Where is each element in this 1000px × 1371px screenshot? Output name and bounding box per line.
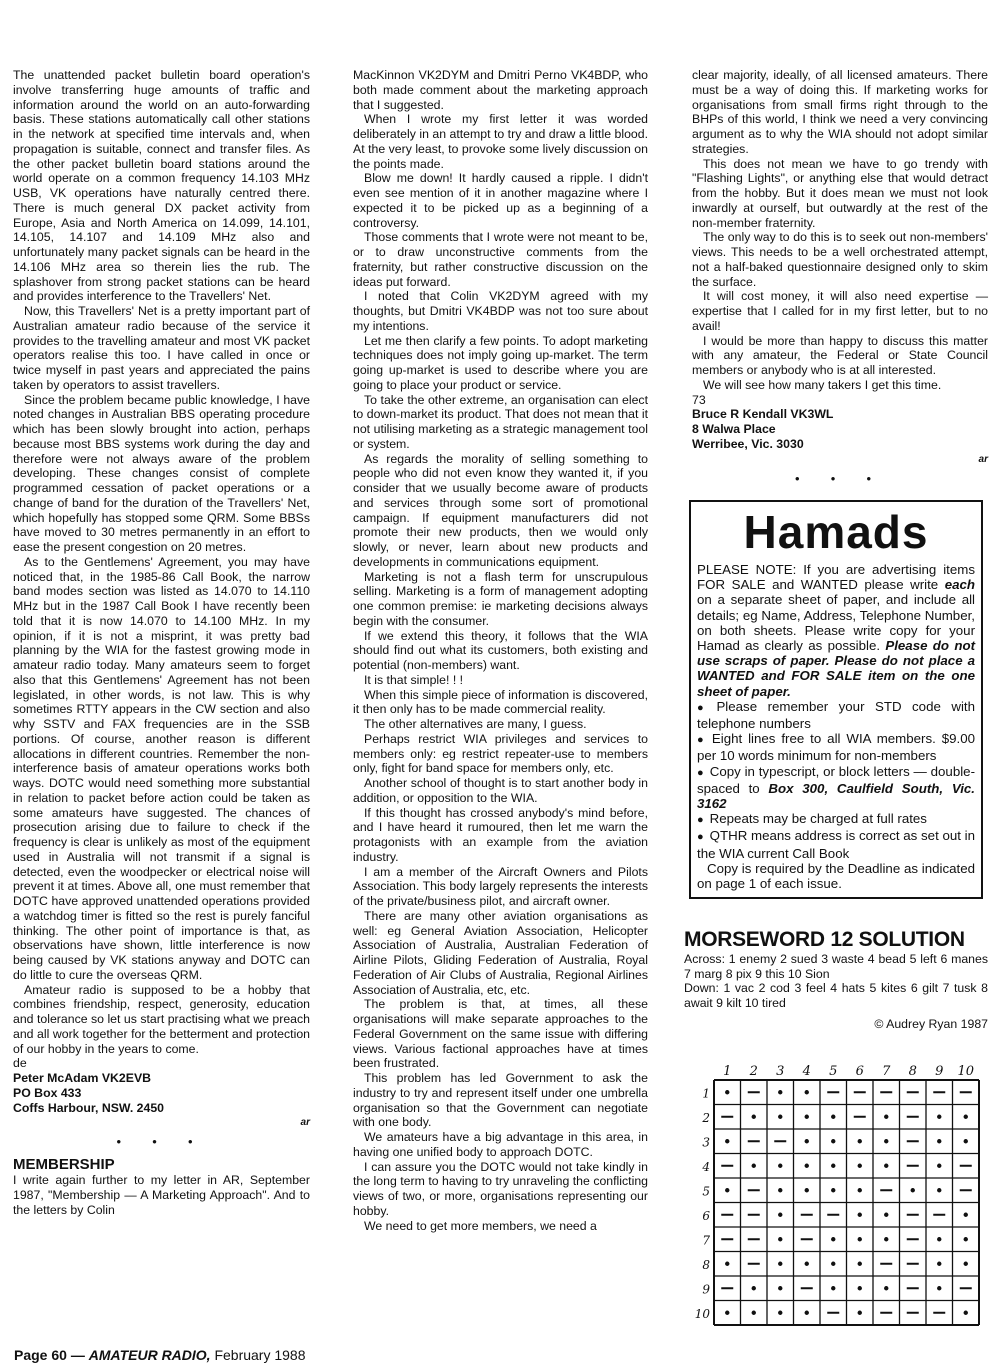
hamads-bullet: ● QTHR means address is correct as set out in the WIA current Call Book <box>697 828 975 860</box>
morse-dot <box>937 1188 941 1192</box>
paragraph: The other alternatives are many, I guess. <box>364 717 587 731</box>
paragraph: Those comments that I wrote were not meant to be, or to draw unconstructive comments from the fraternity, but rather constructive discussion on the ideas put forward. <box>353 230 648 289</box>
morseword-credit: © Audrey Ryan 1987 <box>874 1016 988 1031</box>
morse-dot <box>831 1115 835 1119</box>
signature-name: Peter McAdam VK2EVB <box>13 1071 152 1085</box>
morse-dot <box>778 1311 782 1315</box>
paragraph: clear majority, ideally, of all licensed amateurs. There must be a way of doing this. If marketing works for organisations from small firms right through to the BHPs of this world, I think we need a very convincing argument as to why the WIA should not adopt similar strategies. <box>692 68 988 156</box>
morse-dot <box>805 1262 809 1266</box>
membership-heading: MEMBERSHIP <box>13 1156 115 1173</box>
separator-dots: • • • <box>116 1135 207 1150</box>
paragraph: Amateur radio is supposed to be a hobby that combines friendship, respect, generosity, education and tolerance so let us start practising what we preach and all work together for the betterment and protection of our hobby in the years to come. <box>13 982 310 1056</box>
grid-row-label: 2 <box>702 1110 710 1125</box>
morse-dot <box>964 1262 968 1266</box>
paragraph: This problem has led Government to ask the industry to try and represent itself under one umbrella organisation so that the Government can negotiate with one body. <box>353 1071 648 1130</box>
paragraph: We will see how many takers I get this time. <box>703 377 942 392</box>
column-3 <box>692 68 988 492</box>
grid-row-label: 5 <box>702 1184 710 1199</box>
grid-row-label: 8 <box>702 1257 710 1272</box>
morse-dot <box>805 1139 809 1143</box>
grid-row-label: 7 <box>702 1233 710 1248</box>
grid-column-label: 2 <box>749 1064 758 1079</box>
signature-address-1: 8 Walwa Place <box>692 422 776 436</box>
paragraph: There are many other aviation organisations as well: eg General Aviation Association, Helicopter Association of Australia, Australian Federation of Airline Pilots, Gliding Federation of Australia, Royal Federation of Air Clubs of Australia, Regional Airlines Association of Australia, etc, etc. <box>353 908 648 997</box>
morse-dot <box>858 1213 862 1217</box>
grid-row-labels <box>695 1086 711 1321</box>
morse-dot <box>964 1139 968 1143</box>
morse-dot <box>725 1188 729 1192</box>
morse-dot <box>884 1237 888 1241</box>
grid-column-label: 10 <box>957 1064 975 1079</box>
paragraph: When I wrote my first letter it was worded deliberately in an attempt to try and draw a little blood. At the very least, to provoke some lively discussion on the points made. <box>353 112 648 171</box>
morse-dot <box>831 1139 835 1143</box>
end-mark: ar <box>300 1117 310 1129</box>
morse-dot <box>805 1115 809 1119</box>
morse-dot <box>964 1213 968 1217</box>
paragraph: Since the problem became public knowledge, I have noted changes in Australian BBS operating procedure which has been slowly brought into action, perhaps because most BBS systems work during the day and therefore were not always aware of the problem developing. These changes consist of complete programmed cessation of packet operations or a change of band for the duration of the Travellers' Net, which hopefully has stopped some QRM. Some BBSs have moved to 30 metres permanently in an effort to ease the present congestion on 20 metres. <box>13 392 310 554</box>
morse-dot <box>937 1115 941 1119</box>
morse-dot <box>858 1237 862 1241</box>
hamads-box <box>689 500 983 899</box>
morse-dot <box>884 1164 888 1168</box>
morse-dot <box>937 1286 941 1290</box>
issue-date: February 1988 <box>210 1347 306 1363</box>
signature-address-2: Werribee, Vic. 3030 <box>692 436 804 451</box>
letter-closing: de <box>13 1056 27 1071</box>
paragraph: I would be more than happy to discuss this matter with any amateur, the Federal or State Council members or anybody who is at all interested. <box>692 333 988 377</box>
signature-address-2: Coffs Harbour, NSW. 2450 <box>13 1100 165 1115</box>
page-number: Page 60 <box>14 1347 67 1363</box>
morse-dot <box>858 1188 862 1192</box>
morse-dot <box>858 1139 862 1143</box>
paragraph: This does not mean we have to go trendy with "Flashing Lights", or anything else that would detract from the hobby. But it does mean we must not look inwardly at ourself, but outwardly at the rest of the non-member fraternity. <box>692 156 988 230</box>
morse-dot <box>831 1262 835 1266</box>
morse-dot <box>831 1286 835 1290</box>
morse-dot <box>964 1115 968 1119</box>
grid-column-label: 4 <box>802 1064 811 1079</box>
grid-column-label: 6 <box>855 1064 864 1079</box>
grid-column-label: 7 <box>882 1064 891 1079</box>
paragraph: MacKinnon VK2DYM and Dmitri Perno VK4BDP, who both made comment about the marketing approach that I suggested. <box>353 68 648 112</box>
morse-dot <box>725 1090 729 1094</box>
paragraph: It is that simple! ! ! <box>364 672 464 687</box>
column-2 <box>353 68 648 1233</box>
morse-dot <box>805 1090 809 1094</box>
morse-dot <box>778 1188 782 1192</box>
morse-dot <box>884 1115 888 1119</box>
paragraph: As regards the morality of selling something to people who did not even know they wanted it, if you consider that we usually become aware of products and services through some sort of promotional campaign. If equipment manufacturers did not promote their new products, then we would only slowly, or never, learn about new products and developments in communications equipment. <box>353 451 648 569</box>
paragraph: When this simple piece of information is discovered, it then only has to be made commercial reality. <box>353 687 648 717</box>
paragraph: I write again further to my letter in AR, September 1987, "Membership — A Marketing Approach". And to the letters by Colin <box>13 1173 310 1217</box>
paragraph: The unattended packet bulletin board operation's involve transferring huge amounts of traffic and information around the world on an auto-forwarding basis. These stations automatically call other stations in the network at specified time intervals and, when propagation is suitable, connect and transfer files. As the other packet bulletin board stations around the world operate on a common frequency 14.103 MHz USB, VK operations have naturally centred there. There is much general DX packet activity from Europe, Asia and North America on 14.099, 14.101, 14.105, 14.107 and 14.109 MHz also and unfortunately many packet signals can be heard in the 14.106 MHz area so therein lies the rub. The splashover from strong packet stations can be heard and provides interference to the Travellers' Net. <box>13 68 310 304</box>
paragraph: Perhaps restrict WIA privileges and services to members only: eg restrict repeater-use to members only, fight for band space for members only, etc. <box>353 731 648 776</box>
letter-closing: 73 <box>692 392 706 407</box>
paragraph: To take the other extreme, an organisation can elect to down-market its product. That does not mean that it not utilising marketing as a strategic management tool or system. <box>353 392 648 451</box>
morse-dot <box>858 1164 862 1168</box>
grid-row-label: 1 <box>702 1086 710 1101</box>
morse-dot <box>752 1311 756 1315</box>
morse-dot <box>858 1286 862 1290</box>
morse-dot <box>752 1164 756 1168</box>
hamads-title: Hamads <box>743 506 929 558</box>
grid-row-label: 9 <box>702 1282 710 1297</box>
grid-column-label: 9 <box>935 1064 944 1079</box>
morse-dot <box>831 1237 835 1241</box>
morse-dot <box>884 1139 888 1143</box>
morse-dot <box>778 1164 782 1168</box>
morse-dot <box>937 1164 941 1168</box>
paragraph: We amateurs have a big advantage in this area, in having one unified body to approach DOTC. <box>353 1130 648 1159</box>
morse-dot <box>778 1286 782 1290</box>
grid-row-label: 4 <box>702 1159 710 1174</box>
morseword-title: MORSEWORD 12 SOLUTION <box>684 928 965 951</box>
paragraph: I can assure you the DOTC would not take kindly in the long term to having to try unraveling the conflicting views of two, or more, organisations representing our hobby. <box>353 1159 648 1218</box>
paragraph: If we extend this theory, it follows that the WIA should find out what its customers, both existing and potential (non-members) want. <box>353 628 648 672</box>
morse-dot <box>778 1090 782 1094</box>
page-footer <box>14 1347 306 1363</box>
morse-dot <box>752 1286 756 1290</box>
paragraph: We need to get more members, we need a <box>364 1218 597 1233</box>
signature-address-1: PO Box 433 <box>13 1085 82 1100</box>
morse-dot <box>778 1262 782 1266</box>
morse-dot <box>778 1237 782 1241</box>
grid-column-label: 5 <box>829 1064 838 1079</box>
hamads-bullet: ● Please remember your STD code with telephone numbers <box>697 699 975 731</box>
grid-row-label: 10 <box>694 1306 710 1321</box>
hamads-bullet: ● Eight lines free to all WIA members. $9.00 per 10 words minimum for non-members <box>697 731 975 763</box>
hamads-note <box>697 562 975 699</box>
grid-column-label: 1 <box>723 1064 732 1079</box>
morseword-down: Down: 1 vac 2 cod 3 feel 4 hats 5 kites 6 gilt 7 tusk 8 await 9 kilt 10 tired <box>684 981 988 1011</box>
morse-dot <box>778 1115 782 1119</box>
morse-dot <box>752 1115 756 1119</box>
note-emphasis: each <box>944 577 975 593</box>
paragraph: The problem is that, at times, all these organisations will make separate approaches to the Federal Government on the same issue with differing views. Various factional approaches have at times been frustrated. <box>353 997 648 1071</box>
paragraph: I noted that Colin VK2DYM agreed with my thoughts, but Dmitri VK4BDP was not too sure about my intentions. <box>353 289 648 333</box>
paragraph: Another school of thought is to start another body in addition, or opposition to the WIA. <box>353 776 648 805</box>
morse-dot <box>858 1311 862 1315</box>
morseword-across: Across: 1 enemy 2 sued 3 waste 4 bead 5 left 6 manes 7 marg 8 pix 9 this 10 Sion <box>684 952 988 981</box>
end-mark: ar <box>978 453 988 465</box>
hamads-bullet <box>697 764 975 812</box>
hamads-bullet: ● Repeats may be charged at full rates <box>697 811 975 828</box>
signature-name: Bruce R Kendall VK3WL <box>692 407 834 422</box>
paragraph: If this thought has crossed anybody's mind before, and I have heard it rumoured, then let me warn the protagonists with an example from the aviation industry. <box>353 805 648 864</box>
morse-dot <box>964 1237 968 1241</box>
morse-dot <box>831 1188 835 1192</box>
grid-row-label: 3 <box>702 1135 710 1150</box>
morseword-grid <box>694 1062 984 1328</box>
note-text: on a separate sheet of paper, and include all details; eg Name, Address, Telephone Number, on both sheets. Please write copy for your Hamad as clearly as possible. <box>697 592 975 654</box>
paragraph: As to the Gentlemens' Agreement, you may have noticed that, in the 1985-86 Call Book, the narrow band modes section was listed as 14.070 to 14.110 MHz but in the 1987 Call Book I have recently been told that it is now 14.070 to 14.100 MHz. In my opinion, if it is not a misprint, it was pretty bad planning by the WIA for the fastest growing mode in amateur radio today. Many amateurs seem to forget also that this Gentlemens' Agreement has not been legislated, in other words, is not law. This is why sometimes RTTY appears in the CW section and also why SSTV and FAX frequencies are in the SSB portions. Of course, another reason is different allocations in different countries. Remember the non-interference basis of amateur operations works both ways. DOTC would need something more substantial in relation to packet before action could be taken as some amateurs have suggested. The chances of prosecution arising due to failure to check if the frequency is clear is unlikely as most of the equipment used in Australia will not transmit if a signal is detected, even the woodpecker or electrical noise will prevent it at times. Above all, one must remember that DOTC have approved unattended operations provided a watchdog timer is fitted so the rest is purely fanciful thinking. The other point of importance is that, as observations have shown, little interference is now being caused by VK stations anyway and DOTC can do little to cure the overseas QRM. <box>13 554 310 982</box>
grid-column-label: 8 <box>908 1064 917 1079</box>
publication-name: AMATEUR RADIO, <box>88 1347 211 1363</box>
morse-dot <box>911 1188 915 1192</box>
morse-dot <box>937 1262 941 1266</box>
paragraph: It will cost money, it will also need expertise — expertise that I called for in my first letter, but to no avail! <box>692 289 988 333</box>
morse-dot <box>805 1164 809 1168</box>
paragraph: Now, this Travellers' Net is a pretty important part of Australian amateur radio because of the service it provides to the travelling amateur and most VK packet operators realise this too. I have called in once or twice myself in past years and appreciated the pains taken by operators to assist travellers. <box>13 304 310 392</box>
morse-dot <box>937 1139 941 1143</box>
footer-dash: — <box>66 1347 89 1363</box>
letter-signature <box>13 1071 310 1115</box>
morse-dot <box>725 1139 729 1143</box>
paragraph: Blow me down! It hardly caused a ripple. I didn't even see mention of it in another magazine where I expected it to be picked up as a beginning of a controversy. <box>353 171 648 230</box>
column-1 <box>13 68 310 1217</box>
bullet-emphasis: Box 300, Caulfield South, Vic. 3162 <box>697 780 975 812</box>
morse-dot <box>725 1311 729 1315</box>
letter-signature <box>692 407 988 451</box>
paragraph: I am a member of the Aircraft Owners and Pilots Association. This body largely represents the interests of the private/business pilot, and aircraft owner. <box>353 864 648 908</box>
morse-dot <box>831 1164 835 1168</box>
hamads-deadline: Copy is required by the Deadline as indicated on page 1 of each issue. <box>697 860 975 892</box>
morseword-section <box>684 928 988 1032</box>
paragraph: Let me then clarify a few points. To adopt marketing techniques does not imply going up-market. The term going up-market is used to describe where you are going to place your product or service. <box>353 333 648 392</box>
morse-dot <box>858 1262 862 1266</box>
morse-dot <box>937 1237 941 1241</box>
grid-column-label: 3 <box>776 1064 785 1079</box>
bullet-text: Copy in typescript, or block letters — double-spaced to <box>697 763 975 796</box>
note-emphasis: Please do not use scraps of paper. Please do not place a WANTED and FOR SALE item on the one sheet of paper. <box>697 638 975 699</box>
paragraph: The only way to do this is to seek out non-members' views. This needs to be a well orchestrated attempt, not a half-baked questionnaire designed only to skim the surface. <box>692 230 988 289</box>
morse-dot <box>778 1213 782 1217</box>
grid-column-labels <box>723 1064 974 1079</box>
morse-dot <box>725 1262 729 1266</box>
morse-dot <box>884 1213 888 1217</box>
morse-dot <box>964 1311 968 1315</box>
morse-dot <box>884 1286 888 1290</box>
note-text: PLEASE NOTE: If you are advertising items FOR SALE and WANTED please write <box>697 562 975 593</box>
grid-row-label: 6 <box>702 1208 710 1223</box>
morse-dot <box>805 1311 809 1315</box>
paragraph: Marketing is not a flash term for unscrupulous selling. Marketing is a form of management adopting one common premise: ie marketing decisions always begin with the consumer. <box>353 569 648 628</box>
morse-dot <box>805 1188 809 1192</box>
separator-dots: • • • <box>795 471 885 486</box>
